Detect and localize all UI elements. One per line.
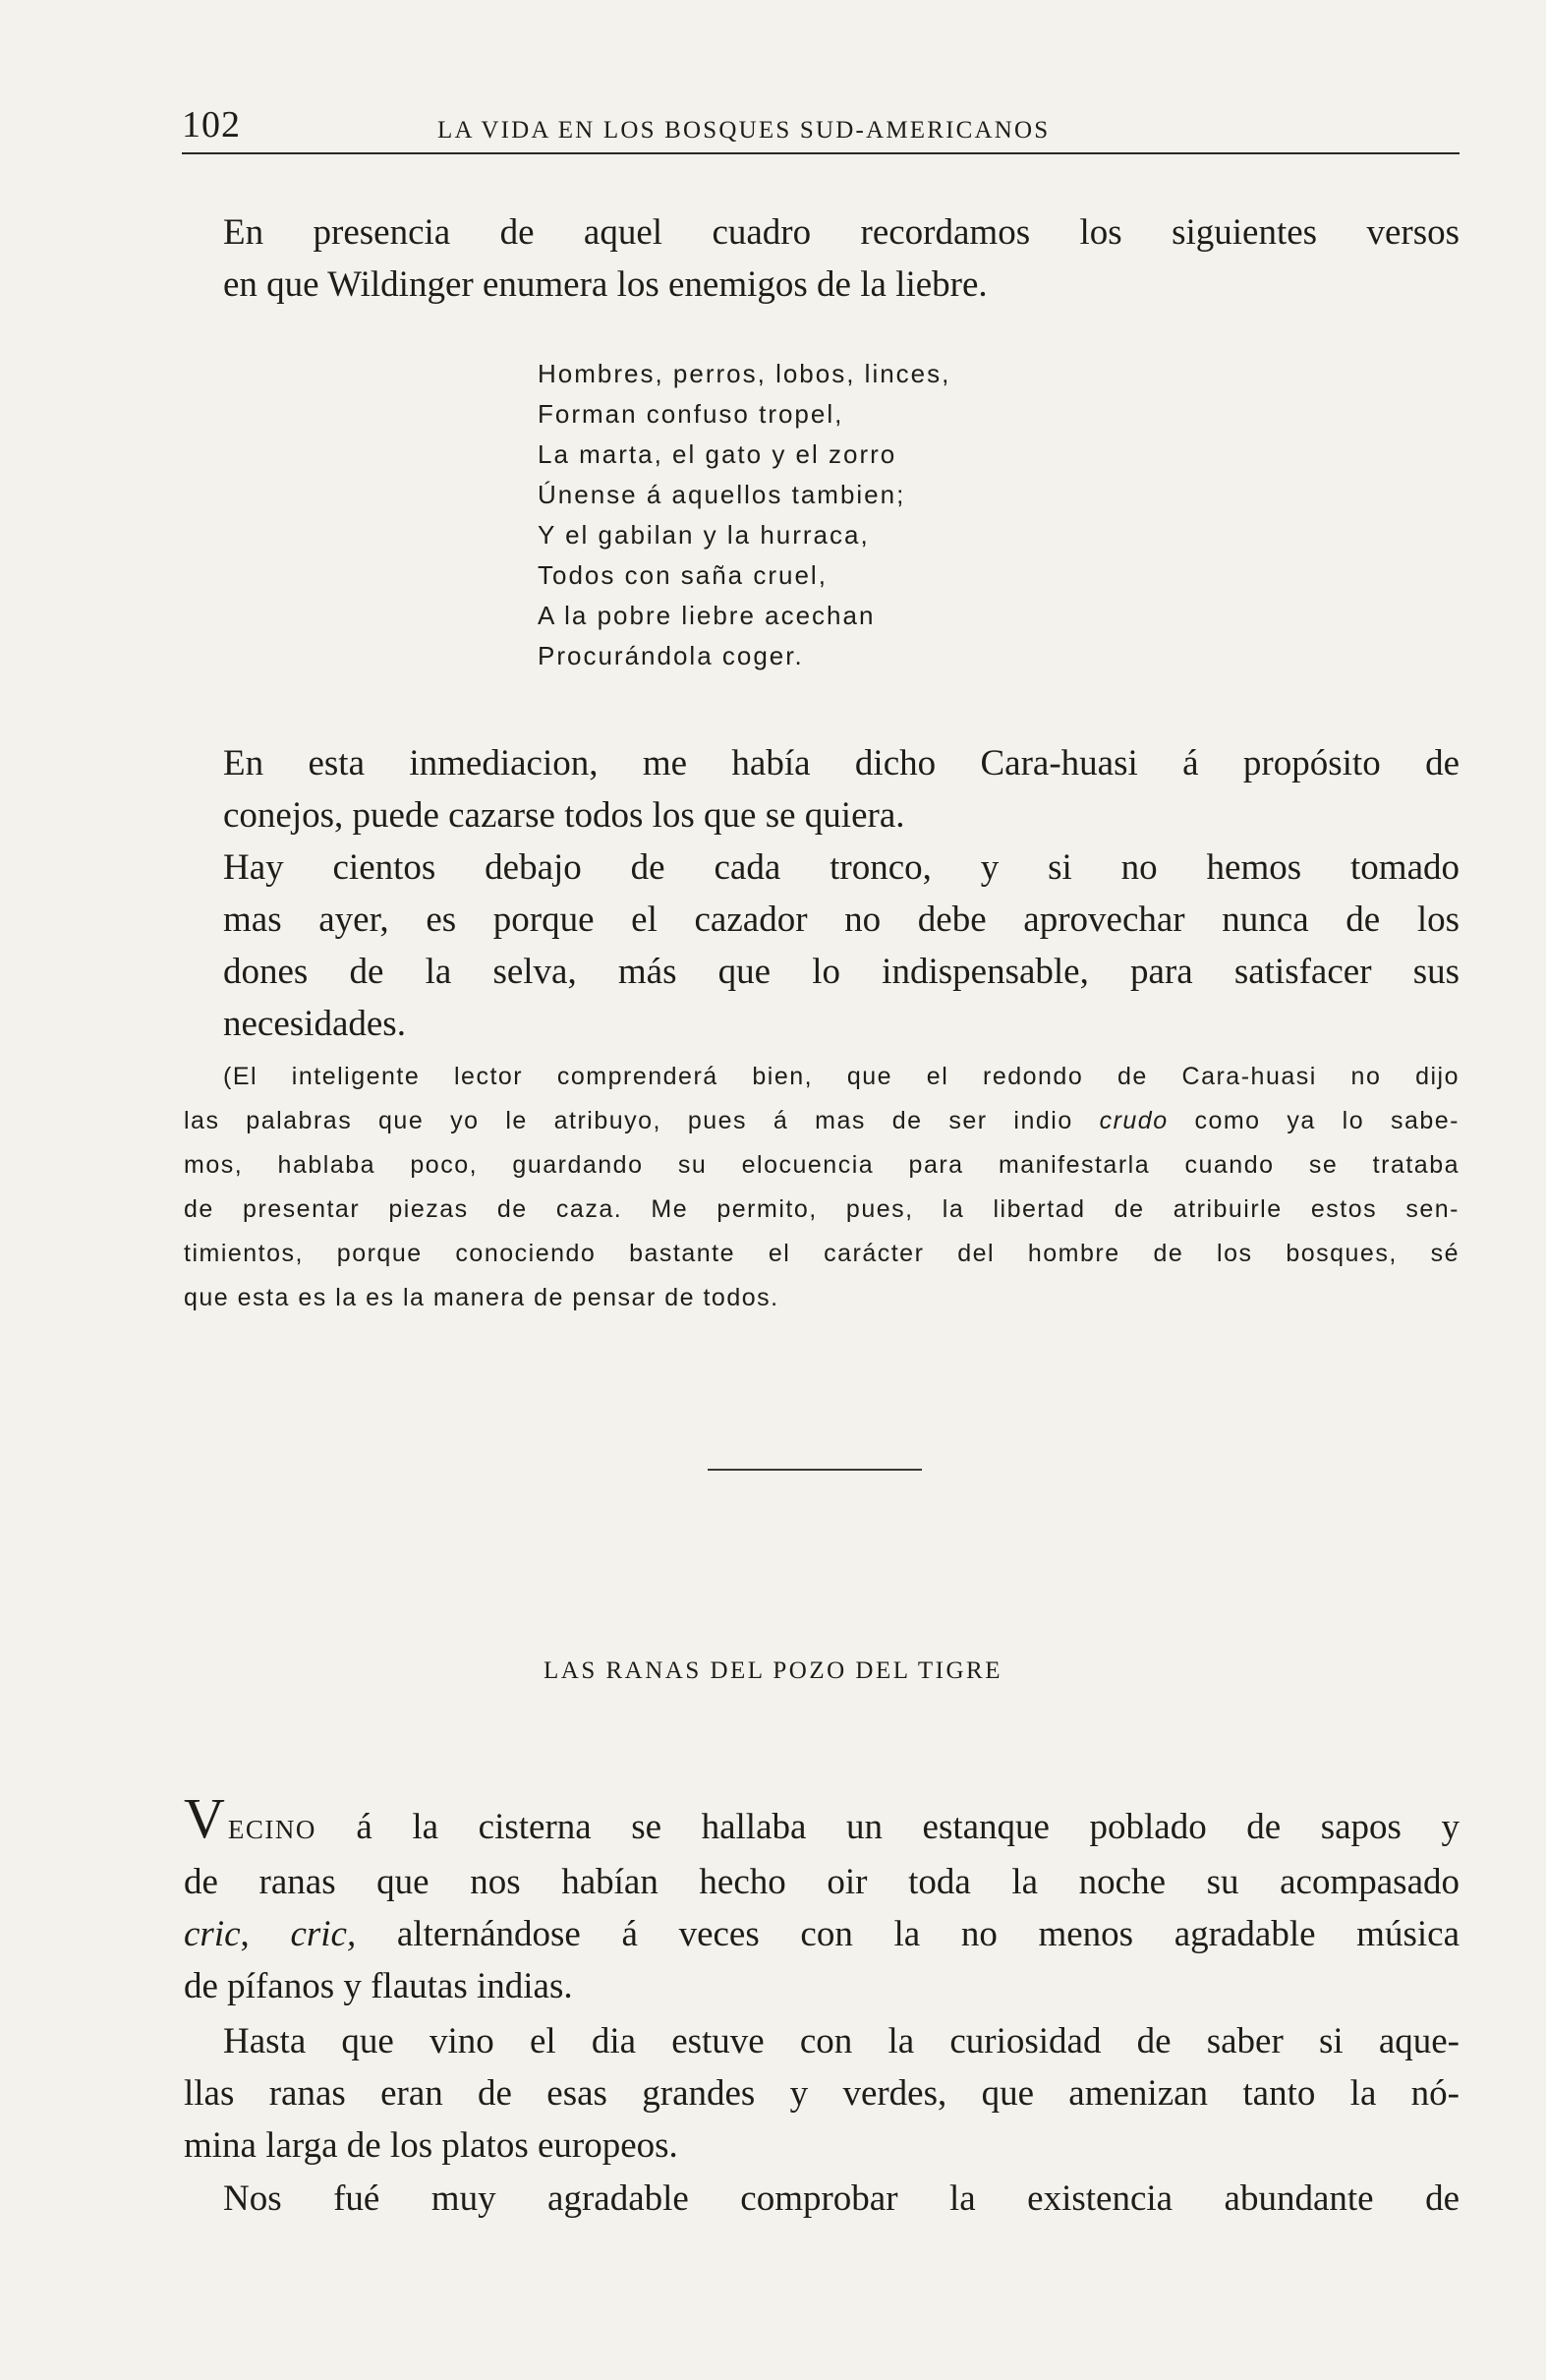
- text-line: En esta inmediacion, me había dicho Cara-huasi á propósito de: [223, 743, 1460, 784]
- author-note: [184, 1055, 1460, 1320]
- note-line: timientos, porque conociendo bastante el carácter del hombre de los bosques, sé: [184, 1240, 1460, 1267]
- onomatopoeia: cric: [184, 1914, 241, 1954]
- drop-cap: V: [184, 1786, 225, 1850]
- verse-block: [538, 354, 950, 676]
- verse-line: Y el gabilan y la hurraca,: [538, 520, 870, 550]
- section-title: LAS RANAS DEL POZO DEL TIGRE: [544, 1657, 1002, 1684]
- verse-line: Hombres, perros, lobos, linces,: [538, 359, 951, 388]
- verse-line: Únense á aquellos tambien;: [538, 480, 906, 509]
- note-line: (El inteligente lector comprenderá bien, que el redondo de Cara-huasi no dijo: [223, 1063, 1460, 1090]
- text-line: [184, 1786, 1460, 1856]
- verse-line: Procurándola coger.: [538, 641, 804, 670]
- text-line: necesidades.: [223, 1004, 406, 1044]
- text-run: á la cisterna se hallaba un estanque poblado de sapos y: [315, 1807, 1460, 1847]
- verse-line: La marta, el gato y el zorro: [538, 439, 897, 469]
- note-line: que esta es la es la manera de pensar de todos.: [184, 1284, 779, 1311]
- paragraph-cara-huasi: [184, 737, 1460, 842]
- text-line: llas ranas eran de esas grandes y verdes, que amenizan tanto la nó-: [184, 2073, 1460, 2114]
- paragraph-hasta: [184, 2015, 1460, 2172]
- text-line: [184, 1908, 1460, 1960]
- note-line: de presentar piezas de caza. Me permito, pues, la libertad de atribuirle estos sen-: [184, 1195, 1460, 1223]
- text-line: de ranas que nos habían hecho oir toda la noche su acompasado: [184, 1862, 1460, 1902]
- text-line: en que Wildinger enumera los enemigos de la liebre.: [223, 264, 988, 305]
- note-line: mos, hablaba poco, guardando su elocuencia para manifestarla cuando se trataba: [184, 1151, 1460, 1179]
- text-line: mas ayer, es porque el cazador no debe aprovechar nunca de los: [223, 900, 1460, 940]
- verse-line: A la pobre liebre acechan: [538, 601, 876, 630]
- intro-paragraph: [184, 206, 1460, 311]
- onomatopoeia: cric,: [290, 1914, 357, 1954]
- paragraph-vecino: [184, 1786, 1460, 2012]
- text-run: ,: [240, 1914, 291, 1954]
- running-head: LA VIDA EN LOS BOSQUES SUD-AMERICANOS: [437, 117, 1051, 144]
- text-line: En presencia de aquel cuadro recordamos los siguientes versos: [223, 212, 1460, 253]
- verse-line: Forman confuso tropel,: [538, 399, 844, 429]
- text-run: alternándose á veces con la no menos agradable música: [356, 1914, 1460, 1954]
- text-line: de pífanos y flautas indias.: [184, 1966, 573, 2006]
- text-line: mina larga de los platos europeos.: [184, 2125, 678, 2166]
- note-line: [184, 1099, 1460, 1143]
- text-line: Hasta que vino el dia estuve con la curiosidad de saber si aque-: [223, 2021, 1460, 2061]
- paragraph-nos-fue: [184, 2173, 1460, 2225]
- note-text: las palabras que yo le atribuyo, pues á mas de ser indio: [184, 1107, 1073, 1134]
- page-header: [182, 103, 1460, 154]
- note-emphasis: crudo: [1099, 1107, 1169, 1134]
- paragraph-cientos: [184, 842, 1460, 1050]
- small-caps-word: ECINO: [227, 1815, 316, 1844]
- header-rule: [182, 152, 1460, 154]
- section-divider: [708, 1469, 922, 1471]
- note-text: como ya lo sabe-: [1194, 1107, 1460, 1134]
- text-line: Hay cientos debajo de cada tronco, y si no hemos tomado: [223, 847, 1460, 888]
- text-line: dones de la selva, más que lo indispensable, para satisfacer sus: [223, 952, 1460, 992]
- text-line: conejos, puede cazarse todos los que se quiera.: [223, 795, 905, 836]
- verse-line: Todos con saña cruel,: [538, 560, 828, 590]
- text-line: Nos fué muy agradable comprobar la existencia abundante de: [223, 2178, 1460, 2219]
- page-number: 102: [182, 104, 241, 145]
